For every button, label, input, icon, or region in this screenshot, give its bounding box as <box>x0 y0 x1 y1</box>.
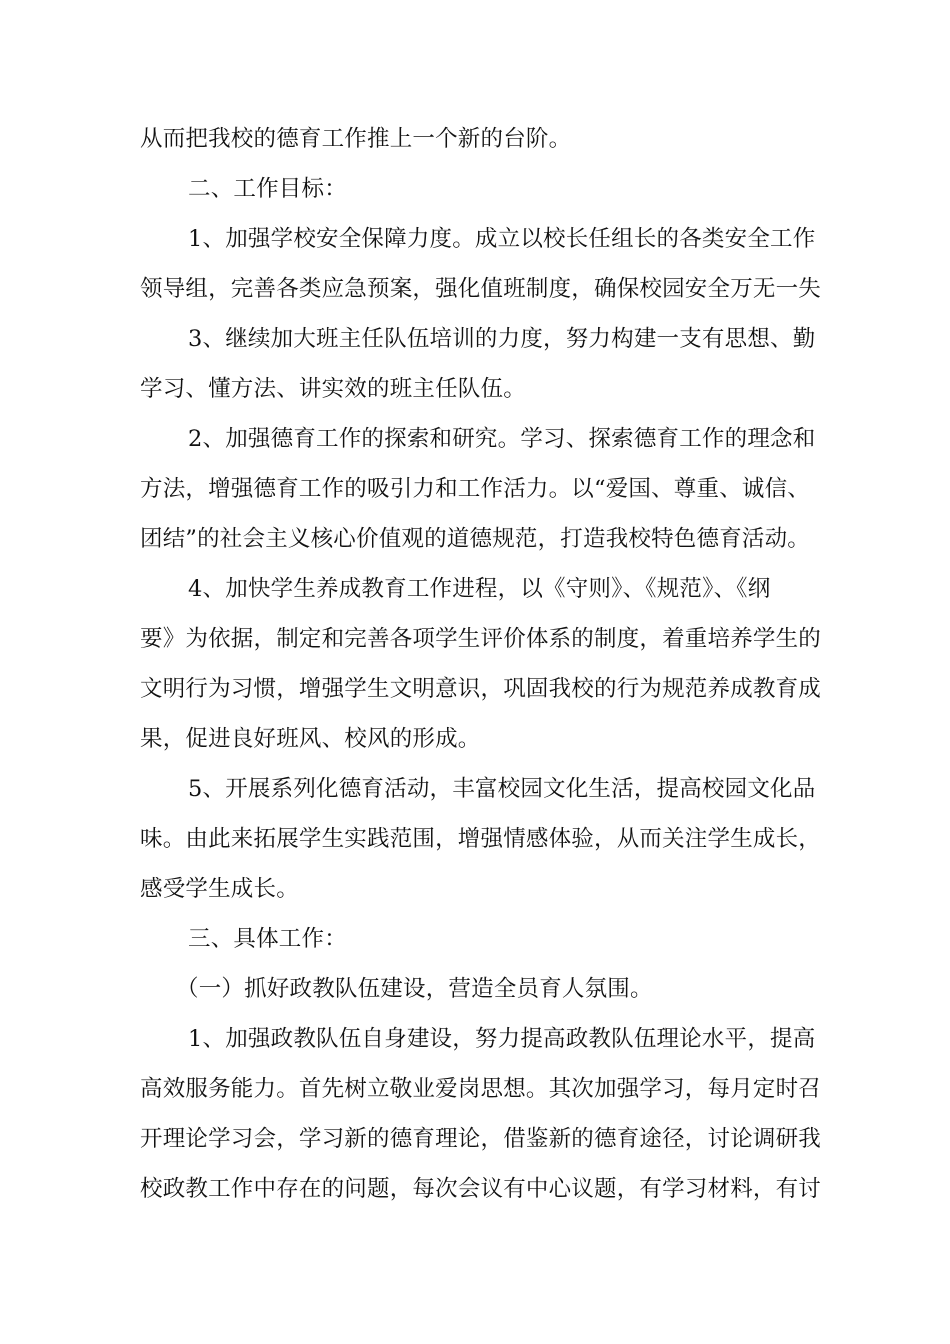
text-line: 开理论学习会，学习新的德育理论，借鉴新的德育途径，讨论调研我 <box>140 1126 822 1152</box>
subsection-heading: （一）抓好政教队伍建设，营造全员育人氛围。 <box>176 976 653 1002</box>
text-line: 味。由此来拓展学生实践范围，增强情感体验，从而关注学生成长， <box>140 826 822 852</box>
text-line: 2、加强德育工作的探索和研究。学习、探索德育工作的理念和 <box>188 426 816 452</box>
text-line: 从而把我校的德育工作推上一个新的台阶。 <box>140 126 572 152</box>
text-line: 文明行为习惯，增强学生文明意识，巩固我校的行为规范养成教育成 <box>140 676 822 702</box>
text-line: 校政教工作中存在的问题，每次会议有中心议题，有学习材料，有讨 <box>140 1176 822 1202</box>
text-line: 要》为依据，制定和完善各项学生评价体系的制度，着重培养学生的 <box>140 626 822 652</box>
text-line: 5、开展系列化德育活动，丰富校园文化生活，提高校园文化品 <box>188 776 816 802</box>
text-line: 领导组，完善各类应急预案，强化值班制度，确保校园安全万无一失 <box>140 276 822 302</box>
text-line: 感受学生成长。 <box>140 876 299 902</box>
text-line: 1、加强学校安全保障力度。成立以校长任组长的各类安全工作 <box>188 226 816 252</box>
text-line: 方法，增强德育工作的吸引力和工作活力。以“爱国、尊重、诚信、 <box>140 476 811 502</box>
text-line: 学习、懂方法、讲实效的班主任队伍。 <box>140 376 526 402</box>
text-line: 1、加强政教队伍自身建设，努力提高政教队伍理论水平，提高 <box>188 1026 816 1052</box>
section-heading: 二、工作目标： <box>188 176 347 202</box>
text-line: 高效服务能力。首先树立敬业爱岗思想。其次加强学习，每月定时召 <box>140 1076 822 1102</box>
section-heading: 三、具体工作： <box>188 926 347 952</box>
text-line: 3、继续加大班主任队伍培训的力度，努力构建一支有思想、勤 <box>188 326 816 352</box>
text-line: 4、加快学生养成教育工作进程，以《守则》、《规范》、《纲 <box>188 576 771 602</box>
text-line: 团结”的社会主义核心价值观的道德规范，打造我校特色德育活动。 <box>140 526 811 552</box>
text-line: 果，促进良好班风、校风的形成。 <box>140 726 481 752</box>
